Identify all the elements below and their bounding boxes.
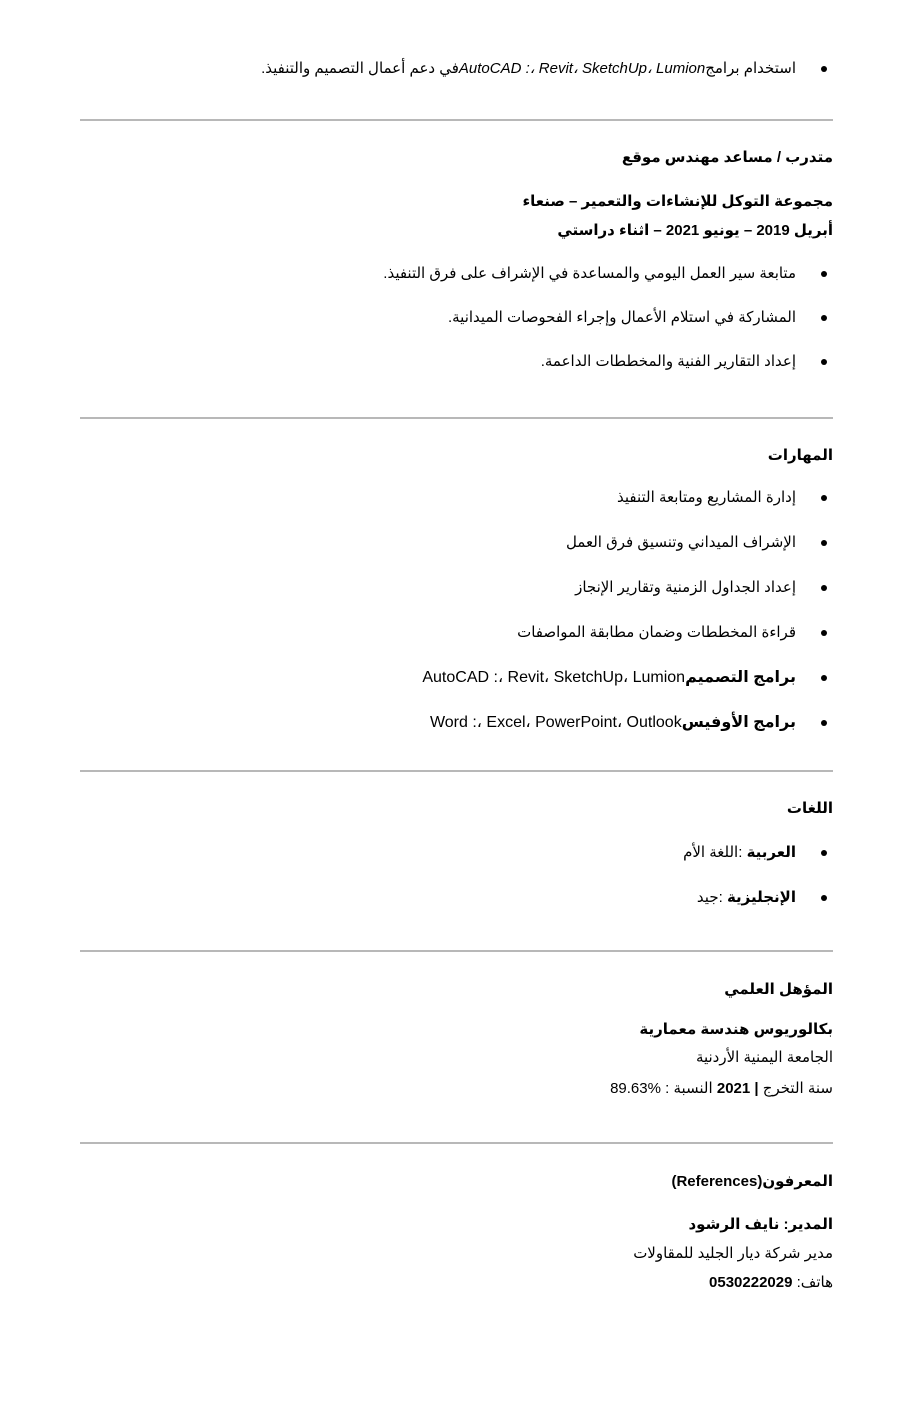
bullet-icon (821, 720, 827, 726)
office-software-label: برامج الأوفيس (681, 714, 796, 731)
reference-name: المدير: نايف الرشود (688, 1216, 833, 1233)
grade-label: النسبة : (665, 1080, 713, 1097)
reference-position: مدير شركة ديار الجليد للمقاولات (633, 1245, 833, 1262)
bullet-icon (821, 359, 827, 365)
list-item (80, 308, 833, 332)
list-item (80, 578, 833, 602)
education-heading: المؤهل العلمي (724, 981, 833, 998)
experience-bullets (80, 264, 833, 376)
language-name: الإنجليزية (726, 889, 796, 906)
company-name: مجموعة التوكل للإنشاءات والتعمير – صنعاء (522, 193, 833, 210)
bullet-text: إعداد التقارير الفنية والمخططات الداعمة. (540, 353, 796, 370)
references-title-en: (References) (671, 1173, 763, 1190)
grade-value: 89.63% (610, 1080, 661, 1097)
list-item (80, 888, 833, 912)
language-name: العربية (746, 844, 796, 861)
university-name: الجامعة اليمنية الأردنية (695, 1049, 833, 1066)
list-item (80, 713, 833, 737)
bullet-prefix: استخدام برامج (705, 60, 796, 77)
degree-title: بكالوريوس هندسة معمارية (639, 1021, 833, 1038)
list-item (80, 668, 833, 692)
skills-heading: المهارات (767, 447, 833, 464)
phone-label: هاتف: (796, 1274, 833, 1291)
section-divider (80, 1142, 833, 1144)
reference-phone-line (709, 1273, 833, 1293)
graduation-year: 2021 (716, 1080, 751, 1097)
language-level: :اللغة الأم (683, 844, 743, 861)
bullet-icon (821, 850, 827, 856)
graduation-year-label: سنة التخرج (762, 1080, 833, 1097)
bullet-icon (821, 895, 827, 901)
list-item (80, 59, 833, 79)
bullet-text: متابعة سير العمل اليومي والمساعدة في الإشراف على فرق التنفيذ. (383, 265, 796, 282)
list-item (80, 264, 833, 288)
skill-text: إعداد الجداول الزمنية وتقارير الإنجاز (575, 579, 796, 596)
bullet-text: المشاركة في استلام الأعمال وإجراء الفحوصات الميدانية. (447, 309, 796, 326)
skill-text: إدارة المشاريع ومتابعة التنفيذ (617, 489, 796, 506)
references-heading (671, 1172, 833, 1192)
bullet-icon (821, 271, 827, 277)
list-item (80, 843, 833, 867)
skill-text: الإشراف الميداني وتنسيق فرق العمل (565, 534, 796, 551)
list-item (80, 352, 833, 376)
graduation-line (610, 1079, 833, 1099)
design-software-value: AutoCAD :، Revit، SketchUp، Lumion (422, 669, 686, 686)
skill-text: قراءة المخططات وضمان مطابقة المواصفات (517, 624, 796, 641)
section-divider (80, 950, 833, 952)
bullet-icon (821, 675, 827, 681)
list-item (80, 533, 833, 557)
design-software-label: برامج التصميم (685, 669, 796, 686)
bullet-suffix: في دعم أعمال التصميم والتنفيذ. (261, 60, 459, 77)
bullet-icon (821, 540, 827, 546)
skills-list (80, 488, 833, 737)
section-divider (80, 770, 833, 772)
phone-number: 0530222029 (709, 1274, 793, 1291)
software-list: AutoCAD :، Revit، SketchUp، Lumion (458, 60, 706, 77)
languages-list (80, 843, 833, 912)
separator: | (754, 1080, 759, 1097)
section-divider (80, 119, 833, 121)
bullet-icon (821, 585, 827, 591)
job-title: متدرب / مساعد مهندس موقع (621, 149, 833, 166)
references-title-ar: المعرفون (762, 1173, 833, 1190)
list-item (80, 488, 833, 512)
bullet-icon (821, 630, 827, 636)
list-item (80, 623, 833, 647)
office-software-value: Word :، Excel، PowerPoint، Outlook (429, 714, 682, 731)
languages-heading: اللغات (786, 800, 833, 817)
bullet-icon (821, 315, 827, 321)
bullet-icon (821, 66, 827, 72)
section-divider (80, 417, 833, 419)
software-bullet-list (80, 59, 833, 79)
job-period: أبريل 2019 – يونيو 2021 – اثناء دراستي (557, 222, 833, 239)
language-level: :جيد (696, 889, 723, 906)
bullet-icon (821, 495, 827, 501)
